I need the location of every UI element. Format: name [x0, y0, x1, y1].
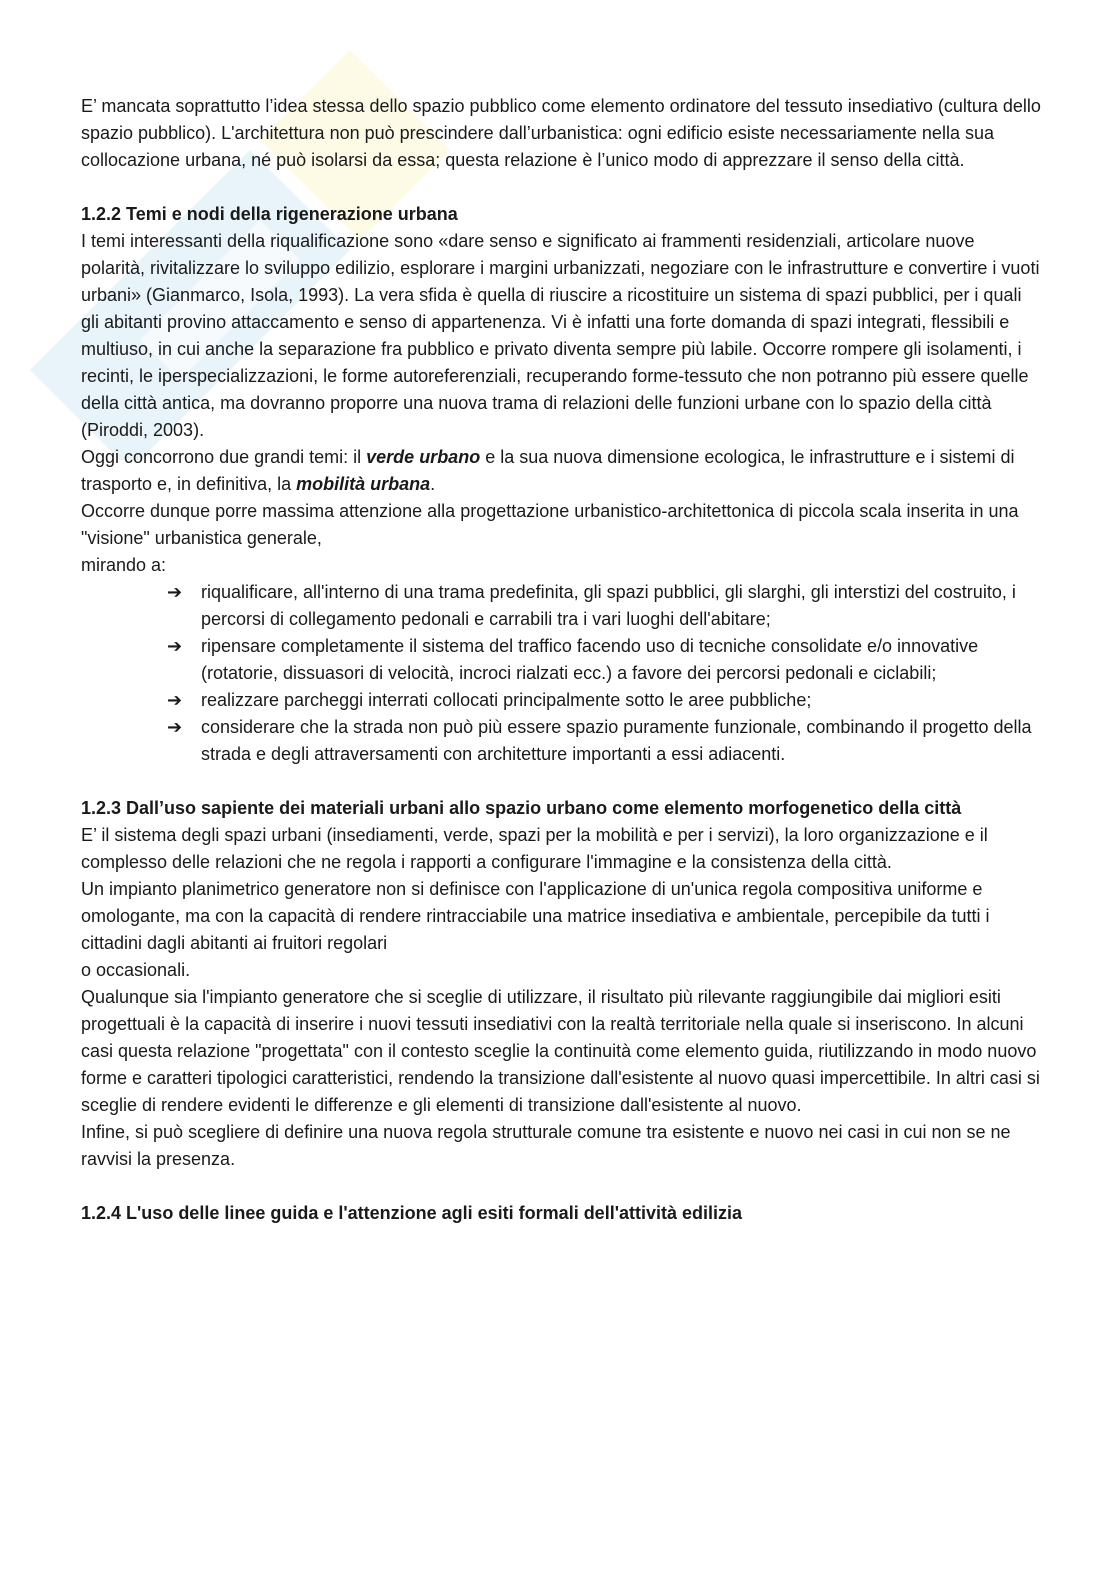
paragraph: Infine, si può scegliere di definire una nuova regola strutturale comune tra esistente e nuovo nei casi in cui non se ne ravvisi la presenza.	[81, 1122, 1011, 1169]
spacer	[81, 768, 1041, 795]
section-heading: 1.2.2 Temi e nodi della rigenerazione urbana	[81, 204, 458, 224]
paragraph: o occasionali.	[81, 960, 191, 980]
spacer	[81, 174, 1041, 201]
section-heading: 1.2.3 Dall’uso sapiente dei materiali urbani allo spazio urbano come elemento morfogenetico della città	[81, 798, 962, 818]
intro-paragraph: E’ mancata soprattutto l’idea stessa dello spazio pubblico come elemento ordinatore del tessuto insediativo (cultura dello spazio pubblico). L'architettura non può prescindere dall’urbanistica: ogni edificio esiste necessariamente nella sua collocazione urbana, né può isolarsi da essa; questa relazione è l’unico modo di apprezzare il senso della città.	[81, 96, 1041, 170]
text-run: .	[430, 474, 436, 494]
list-item-text: realizzare parcheggi interrati collocati principalmente sotto le aree pubbliche;	[201, 690, 812, 710]
document-page	[81, 93, 1041, 1227]
paragraph: mirando a:	[81, 555, 167, 575]
list-item	[167, 633, 1041, 687]
section-1-2-2	[81, 201, 1041, 768]
list-item	[167, 687, 1041, 714]
list-item-text: riqualificare, all'interno di una trama predefinita, gli spazi pubblici, gli slarghi, gli interstizi del costruito, i percorsi di collegamento pedonali e carrabili tra i vari luoghi dell'abitare;	[201, 582, 1016, 629]
arrow-right-icon: ➔	[167, 717, 183, 738]
paragraph: I temi interessanti della riqualificazione sono «dare senso e significato ai frammenti residenziali, articolare nuove polarità, rivitalizzare lo sviluppo edilizio, esplorare i margini urbanizzati, negoziare con le infrastrutture e convertire i vuoti urbani» (Gianmarco, Isola, 1993). La vera sfida è quella di riuscire a ricostituire un sistema di spazi pubblici, per i quali gli abitanti provino attaccamento e senso di appartenenza. Vi è infatti una forte domanda di spazi integrati, flessibili e multiuso, in cui anche la separazione fra pubblico e privato diventa sempre più labile. Occorre rompere gli isolamenti, i recinti, le iperspecializzazioni, le forme autoreferenziali, recuperando forme-tessuto che non potranno più essere quelle della città antica, ma dovranno proporre una nuova trama di relazioni delle funzioni urbane con lo spazio della città (Piroddi, 2003).	[81, 231, 1040, 440]
paragraph: E’ il sistema degli spazi urbani (insediamenti, verde, spazi per la mobilità e per i servizi), la loro organizzazione e il complesso delle relazioni che ne regola i rapporti a configurare l'immagine e la consistenza della città.	[81, 825, 988, 872]
section-heading: 1.2.4 L'uso delle linee guida e l'attenzione agli esiti formali dell'attività edilizia	[81, 1203, 743, 1223]
text-run: e la sua nuova dimensione ecologica, le infrastrutture e i sistemi di trasporto e, in definitiva, la	[81, 447, 1015, 494]
arrow-right-icon: ➔	[167, 636, 183, 657]
bullet-list	[81, 579, 1041, 768]
emphasis-verde-urbano: verde urbano	[366, 447, 481, 467]
arrow-right-icon: ➔	[167, 582, 183, 603]
paragraph: Occorre dunque porre massima attenzione alla progettazione urbanistico-architettonica di piccola scala inserita in una "visione" urbanistica generale,	[81, 501, 1019, 548]
paragraph: Qualunque sia l'impianto generatore che si sceglie di utilizzare, il risultato più rilevante raggiungibile dai migliori esiti progettuali è la capacità di inserire i nuovi tessuti insediativi con la realtà territoriale nella quale si inseriscono. In alcuni casi questa relazione "progettata" con il contesto sceglie la continuità come elemento guida, riutilizzando in modo nuovo forme e caratteri tipologici caratteristici, rendendo la transizione dall'esistente al nuovo quasi impercettibile. In altri casi si sceglie di rendere evidenti le differenze e gli elementi di transizione dall'esistente al nuovo.	[81, 987, 1040, 1115]
list-item	[167, 579, 1041, 633]
list-item-text: considerare che la strada non può più essere spazio puramente funzionale, combinando il progetto della strada e degli attraversamenti con architetture importanti a essi adiacenti.	[201, 717, 1032, 764]
paragraph: Un impianto planimetrico generatore non si definisce con l'applicazione di un'unica regola compositiva uniforme e omologante, ma con la capacità di rendere rintracciabile una matrice insediativa e ambientale, percepibile da tutti i cittadini dagli abitanti ai fruitori regolari	[81, 879, 990, 953]
text-run: Oggi concorrono due grandi temi: il	[81, 447, 367, 467]
section-1-2-4	[81, 1200, 1041, 1227]
section-1-2-3	[81, 795, 1041, 1173]
arrow-right-icon: ➔	[167, 690, 183, 711]
list-item	[167, 714, 1041, 768]
emphasis-mobilita-urbana: mobilità urbana	[296, 474, 431, 494]
spacer	[81, 1173, 1041, 1200]
paragraph-key-themes	[81, 444, 1041, 498]
list-item-text: ripensare completamente il sistema del traffico facendo uso di tecniche consolidate e/o innovative (rotatorie, dissuasori di velocità, incroci rialzati ecc.) a favore dei percorsi pedonali e ciclabili;	[201, 636, 979, 683]
